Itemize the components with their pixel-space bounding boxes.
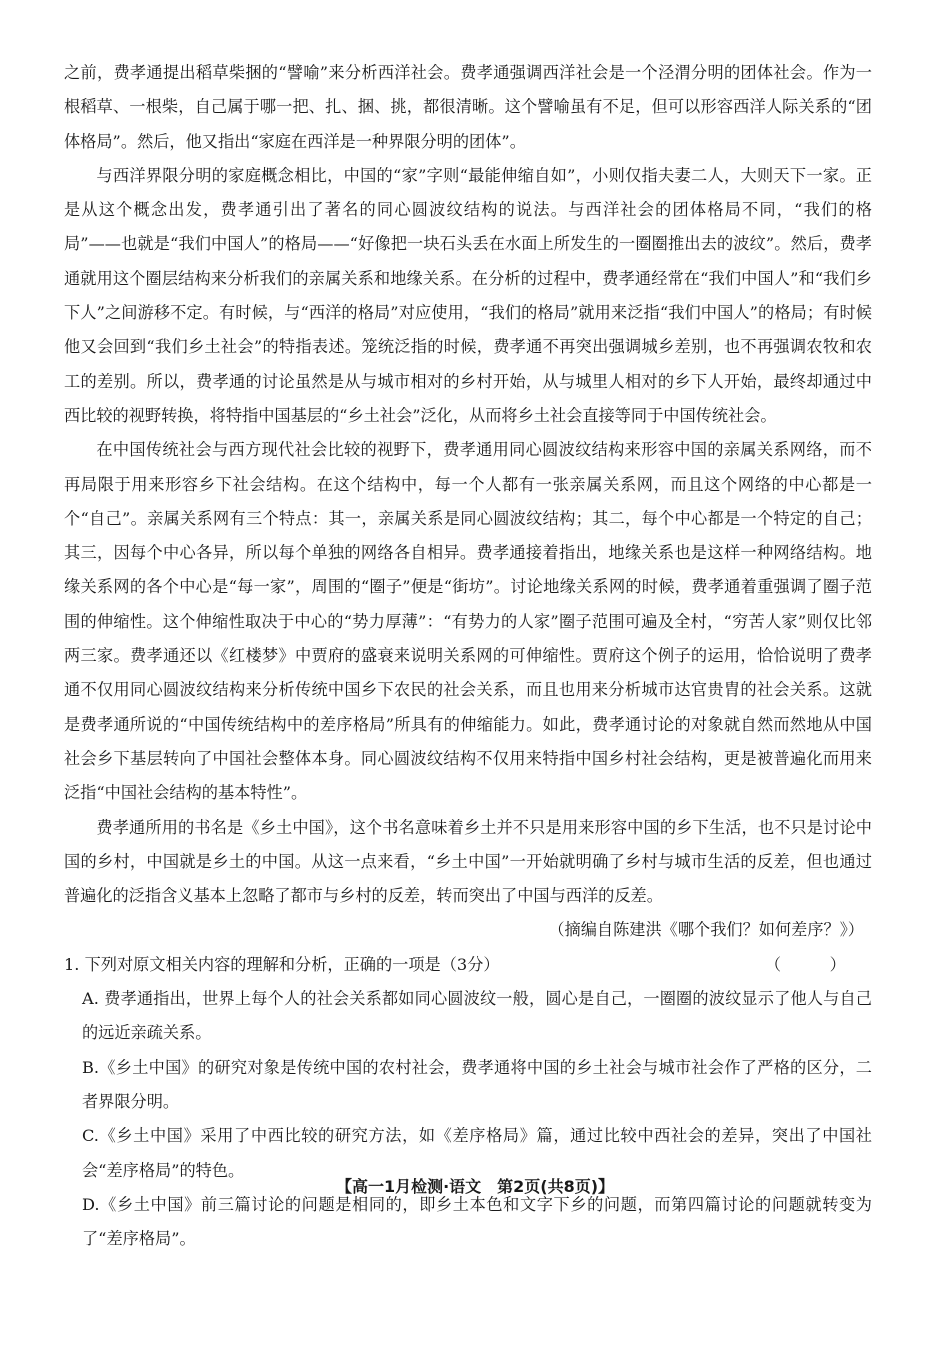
option-c: C.《乡土中国》采用了中西比较的研究方法，如《差序格局》篇，通过比较中西社会的差异，突出了中国社会“差序格局”的特色。 xyxy=(82,1126,872,1180)
option-b: B.《乡土中国》的研究对象是传统中国的农村社会，费孝通将中国的乡土社会与城市社会作了严格的区分，二者界限分明。 xyxy=(82,1057,872,1111)
option-a: A. 费孝通指出，世界上每个人的社会关系都如同心圆波纹一般，圆心是自己，一圈圈的波纹显示了他人与自己的远近亲疏关系。 xyxy=(82,989,872,1043)
question-stem-row xyxy=(64,948,872,982)
passage-paragraph-3: 在中国传统社会与西方现代社会比较的视野下，费孝通用同心圆波纹结构来形容中国的亲属关系网络，而不再局限于用来形容乡下社会结构。在这个结构中，每一个人都有一张亲属关系网，而且这个网络的中心都是一个“自己”。亲属关系网有三个特点：其一，亲属关系是同心圆波纹结构；其二，每个中心都是一个特定的自己；其三，因每个中心各异，所以每个单独的网络各自相异。费孝通接着指出，地缘关系也是这样一种网络结构。地缘关系网的各个中心是“每一家”，周围的“圈子”便是“街坊”。讨论地缘关系网的时候，费孝通着重强调了圈子范围的伸缩性。这个伸缩性取决于中心的“势力厚薄”：“有势力的人家”圈子范围可遍及全村，“穷苦人家”则仅比邻两三家。费孝通还以《红楼梦》中贾府的盛衰来说明关系网的可伸缩性。贾府这个例子的运用，恰恰说明了费孝通不仅用同心圆波纹结构来分析传统中国乡下农民的社会关系，而且也用来分析城市达官贵胄的社会关系。这就是费孝通所说的“中国传统结构中的差序格局”所具有的伸缩能力。如此，费孝通讨论的对象就自然而然地从中国社会乡下基层转向了中国社会整体本身。同心圆波纹结构不仅用来特指中国乡村社会结构，更是被普遍化而用来泛指“中国社会结构的基本特性”。 xyxy=(64,440,872,803)
passage-paragraph-4: 费孝通所用的书名是《乡土中国》，这个书名意味着乡土并不只是用来形容中国的乡下生活，也不只是讨论中国的乡村，中国就是乡土的中国。从这一点来看，“乡土中国”一开始就明确了乡村与城市生活的反差，但也通过普遍化的泛指含义基本上忽略了都市与乡村的反差，转而突出了中国与西洋的反差。 xyxy=(64,817,872,906)
page-footer: 【高一1月检测·语文 第2页(共8页)】 xyxy=(335,1177,615,1196)
option-d: D.《乡土中国》前三篇讨论的问题是相同的，即乡土本色和文字下乡的问题，而第四篇讨论的问题就转变为了“差序格局”。 xyxy=(82,1194,872,1249)
question-stem: 1. 下列对原文相关内容的理解和分析，正确的一项是（3分） xyxy=(64,954,500,974)
answer-blank: （ ） xyxy=(764,954,862,974)
question-1 xyxy=(64,948,872,1257)
passage-source: （摘编自陈建洪《哪个我们？如何差序？》） xyxy=(548,920,864,940)
passage-paragraph-2: 与西洋界限分明的家庭概念相比，中国的“家”字则“最能伸缩自如”，小则仅指夫妻二人，大则天下一家。正是从这个概念出发，费孝通引出了著名的同心圆波纹结构的说法。与西洋社会的团体格局不同，“我们的格局”——也就是“我们中国人”的格局——“好像把一块石头丢在水面上所发生的一圈圈推出去的波纹”。然后，费孝通就用这个圈层结构来分析我们的亲属关系和地缘关系。在分析的过程中，费孝通经常在“我们中国人”和“我们乡下人”之间游移不定。有时候，与“西洋的格局”对应使用，“我们的格局”就用来泛指“我们中国人”的格局；有时候他又会回到“我们乡土社会”的特指表述。笼统泛指的时候，费孝通不再突出强调城乡差别，也不再强调农牧和农工的差别。所以，费孝通的讨论虽然是从与城市相对的乡村开始，从与城里人相对的乡下人开始，最终却通过中西比较的视野转换，将特指中国基层的“乡土社会”泛化，从而将乡土社会直接等同于中国传统社会。 xyxy=(64,165,872,425)
passage-paragraph-1: 之前，费孝通提出稻草柴捆的“譬喻”来分析西洋社会。费孝通强调西洋社会是一个泾渭分明的团体社会。作为一根稻草、一根柴，自己属于哪一把、扎、捆、挑，都很清晰。这个譬喻虽有不足，但可以形容西洋人际关系的“团体格局”。然后，他又指出“家庭在西洋是一种界限分明的团体”。 xyxy=(64,63,872,151)
reading-passage xyxy=(64,56,872,948)
